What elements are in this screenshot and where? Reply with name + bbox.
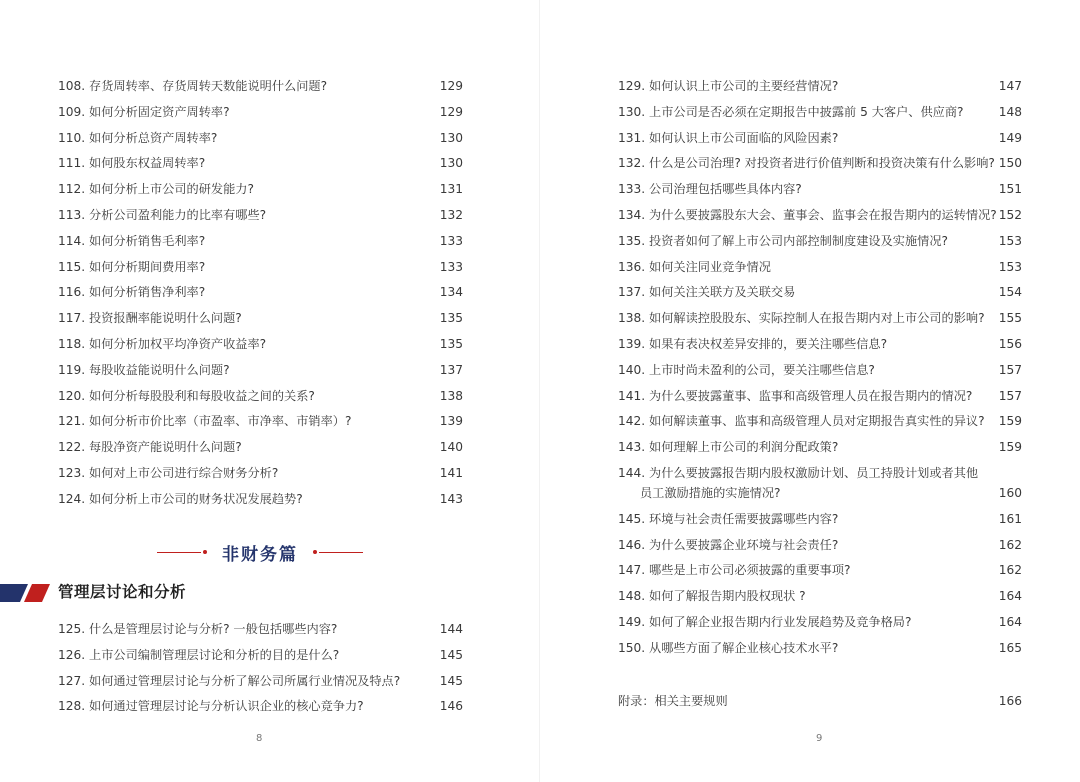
toc-entry-title: 148. 如何了解报告期内股权现状 ? [618,589,806,604]
toc-entry-page: 166 [998,693,1022,708]
toc-entry[interactable] [58,465,463,491]
toc-entry-page: 157 [998,388,1022,403]
toc-entry[interactable] [58,336,463,362]
toc-entry-title: 141. 为什么要披露董事、监事和高级管理人员在报告期内的情况? [618,388,973,403]
toc-entry-title: 121. 如何分析市价比率（市盈率、市净率、市销率）? [58,414,352,429]
toc-entry-page: 148 [998,104,1022,119]
toc-entry-title: 116. 如何分析销售净利率? [58,285,206,300]
toc-entry-title: 114. 如何分析销售毛利率? [58,233,206,248]
toc-entry-title: 123. 如何对上市公司进行综合财务分析? [58,465,279,480]
toc-entry-page: 135 [439,311,463,326]
toc-entry[interactable] [618,130,1022,156]
toc-entry[interactable] [58,259,463,285]
toc-entry-page: 153 [998,233,1022,248]
toc-entry-page: 131 [439,182,463,197]
toc-list-financial [58,78,463,517]
toc-entry[interactable] [58,698,463,724]
toc-entry[interactable] [58,233,463,259]
toc-entry-title: 115. 如何分析期间费用率? [58,259,206,274]
divider-dot-right [313,550,317,554]
toc-entry-title: 150. 从哪些方面了解企业核心技术水平? [618,640,839,655]
toc-entry-title: 137. 如何关注关联方及关联交易 [618,285,796,300]
toc-entry-title: 126. 上市公司编制管理层讨论和分析的目的是什么? [58,647,340,662]
section-stripe-icon [0,584,50,602]
toc-entry[interactable] [618,640,1022,666]
divider-line-right [319,552,363,553]
toc-entry[interactable] [618,181,1022,207]
toc-entry-title: 108. 存货周转率、存货周转天数能说明什么问题? [58,79,328,93]
toc-entry-page: 165 [998,640,1022,655]
toc-entry-title: 134. 为什么要披露股东大会、董事会、监事会在报告期内的运转情况? [618,207,997,222]
toc-entry-page: 164 [998,589,1022,604]
toc-entry-page: 159 [998,414,1022,429]
part-divider [157,540,363,564]
toc-entry[interactable] [58,181,463,207]
toc-entry[interactable] [618,588,1022,614]
toc-entry[interactable] [618,485,1022,511]
toc-entry-page: 133 [439,259,463,274]
toc-entry[interactable] [618,207,1022,233]
toc-entry-title: 附录：相关主要规则 [618,693,728,708]
toc-entry-page: 164 [998,614,1022,629]
toc-entry[interactable] [618,465,1022,485]
toc-entry-title: 144. 为什么要披露报告期内股权激励计划、员工持股计划或者其他 [618,465,979,480]
toc-entry[interactable] [58,78,463,104]
toc-entry-title: 132. 什么是公司治理? 对投资者进行价值判断和投资决策有什么影响? [618,156,995,171]
toc-entry-title: 140. 上市时尚未盈利的公司，要关注哪些信息? [618,362,875,377]
toc-entry-page: 157 [998,362,1022,377]
toc-entry-page: 146 [439,699,463,714]
toc-entry-page: 152 [998,207,1022,222]
page-number-left: 8 [256,733,263,744]
toc-entry[interactable] [58,673,463,699]
toc-entry-page: 139 [439,414,463,429]
toc-entry-title: 146. 为什么要披露企业环境与社会责任? [618,537,839,552]
toc-entry-title: 147. 哪些是上市公司必须披露的重要事项? [618,563,851,578]
toc-entry[interactable] [618,155,1022,181]
toc-entry[interactable] [58,388,463,414]
toc-entry-page: 133 [439,233,463,248]
toc-entry[interactable] [618,259,1022,285]
toc-entry-title: 120. 如何分析每股股利和每股收益之间的关系? [58,388,315,403]
toc-entry-title: 员工激励措施的实施情况? [640,485,781,500]
toc-entry-title: 145. 环境与社会责任需要披露哪些内容? [618,511,839,526]
toc-entry-title: 117. 投资报酬率能说明什么问题? [58,311,242,326]
toc-entry[interactable] [58,104,463,130]
toc-entry[interactable] [58,310,463,336]
toc-entry-title: 122. 每股净资产能说明什么问题? [58,440,242,455]
toc-entry-page: 145 [439,647,463,662]
toc-entry-page: 138 [439,388,463,403]
toc-entry-title: 124. 如何分析上市公司的财务状况发展趋势? [58,491,303,506]
toc-entry-page: 155 [998,311,1022,326]
toc-entry-page: 162 [998,563,1022,578]
toc-entry-title: 143. 如何理解上市公司的利润分配政策? [618,440,839,455]
right-page [540,0,1080,782]
toc-entry-page: 159 [998,440,1022,455]
toc-entry-page: 140 [439,440,463,455]
page-number-right: 9 [816,733,823,744]
toc-entry[interactable] [58,130,463,156]
toc-entry[interactable] [58,362,463,388]
toc-entry[interactable] [618,511,1022,537]
toc-entry-page: 129 [439,79,463,93]
section-title: 管理层讨论和分析 [58,583,187,601]
toc-entry-page: 150 [998,156,1022,171]
toc-entry-page: 129 [439,104,463,119]
toc-entry[interactable] [618,693,1022,719]
toc-entry-page: 130 [439,130,463,145]
toc-entry-title: 113. 分析公司盈利能力的比率有哪些? [58,207,267,222]
toc-entry-title: 130. 上市公司是否必须在定期报告中披露前 5 大客户、供应商? [618,104,964,119]
toc-entry[interactable] [618,614,1022,640]
toc-entry-page: 137 [439,362,463,377]
toc-entry-title: 127. 如何通过管理层讨论与分析了解公司所属行业情况及特点? [58,673,401,688]
toc-entry[interactable] [58,621,463,647]
toc-entry-title: 139. 如果有表决权差异安排的，要关注哪些信息? [618,336,888,351]
toc-entry-page: 135 [439,336,463,351]
part-title: 非财务篇 [222,545,298,565]
toc-entry-title: 128. 如何通过管理层讨论与分析认识企业的核心竞争力? [58,699,364,714]
toc-entry[interactable] [618,336,1022,362]
toc-entry[interactable] [58,491,463,517]
toc-entry-title: 112. 如何分析上市公司的研发能力? [58,182,254,197]
toc-entry-title: 118. 如何分析加权平均净资产收益率? [58,336,267,351]
toc-entry-title: 111. 如何股东权益周转率? [58,156,206,171]
toc-entry-page: 143 [439,491,463,506]
toc-entry-page: 162 [998,537,1022,552]
toc-entry-title: 133. 公司治理包括哪些具体内容? [618,182,802,197]
toc-entry[interactable] [618,310,1022,336]
toc-entry[interactable] [58,207,463,233]
toc-entry-title: 142. 如何解读董事、监事和高级管理人员对定期报告真实性的异议? [618,414,985,429]
toc-entry-page: 141 [439,465,463,480]
toc-list-management [58,621,463,724]
toc-entry-title: 125. 什么是管理层讨论与分析? 一般包括哪些内容? [58,622,338,636]
toc-entry-page: 149 [998,130,1022,145]
toc-entry-page: 132 [439,207,463,222]
toc-entry-page: 151 [998,182,1022,197]
toc-entry[interactable] [618,78,1022,104]
toc-entry[interactable] [58,284,463,310]
toc-entry-page: 145 [439,673,463,688]
toc-entry-page: 130 [439,156,463,171]
toc-entry-title: 131. 如何认识上市公司面临的风险因素? [618,130,839,145]
toc-entry-page: 134 [439,285,463,300]
toc-entry[interactable] [58,647,463,673]
toc-entry[interactable] [58,413,463,439]
toc-entry-page: 144 [439,622,463,636]
toc-entry-page: 147 [998,79,1022,93]
toc-entry-title: 110. 如何分析总资产周转率? [58,130,218,145]
toc-entry-title: 135. 投资者如何了解上市公司内部控制制度建设及实施情况? [618,233,948,248]
toc-entry-title: 109. 如何分析固定资产周转率? [58,104,230,119]
toc-entry-page: 160 [998,485,1022,500]
toc-entry-page: 161 [998,511,1022,526]
toc-entry-page: 156 [998,336,1022,351]
toc-entry-page: 154 [998,285,1022,300]
toc-entry[interactable] [618,413,1022,439]
toc-entry-title: 138. 如何解读控股股东、实际控制人在报告期内对上市公司的影响? [618,311,985,326]
toc-entry[interactable] [618,284,1022,310]
toc-entry[interactable] [58,155,463,181]
toc-entry-page: 153 [998,259,1022,274]
toc-entry[interactable] [58,439,463,465]
toc-entry[interactable] [618,388,1022,414]
toc-entry[interactable] [618,537,1022,563]
toc-entry-title: 149. 如何了解企业报告期内行业发展趋势及竞争格局? [618,614,912,629]
toc-entry-title: 136. 如何关注同业竞争情况 [618,259,771,274]
toc-entry[interactable] [618,233,1022,259]
toc-entry[interactable] [618,562,1022,588]
toc-entry-title: 119. 每股收益能说明什么问题? [58,362,230,377]
toc-list-right [618,78,1022,718]
toc-entry[interactable] [618,362,1022,388]
toc-entry[interactable] [618,439,1022,465]
section-header [0,580,300,604]
toc-entry[interactable] [618,104,1022,130]
toc-entry-title: 129. 如何认识上市公司的主要经营情况? [618,79,839,93]
